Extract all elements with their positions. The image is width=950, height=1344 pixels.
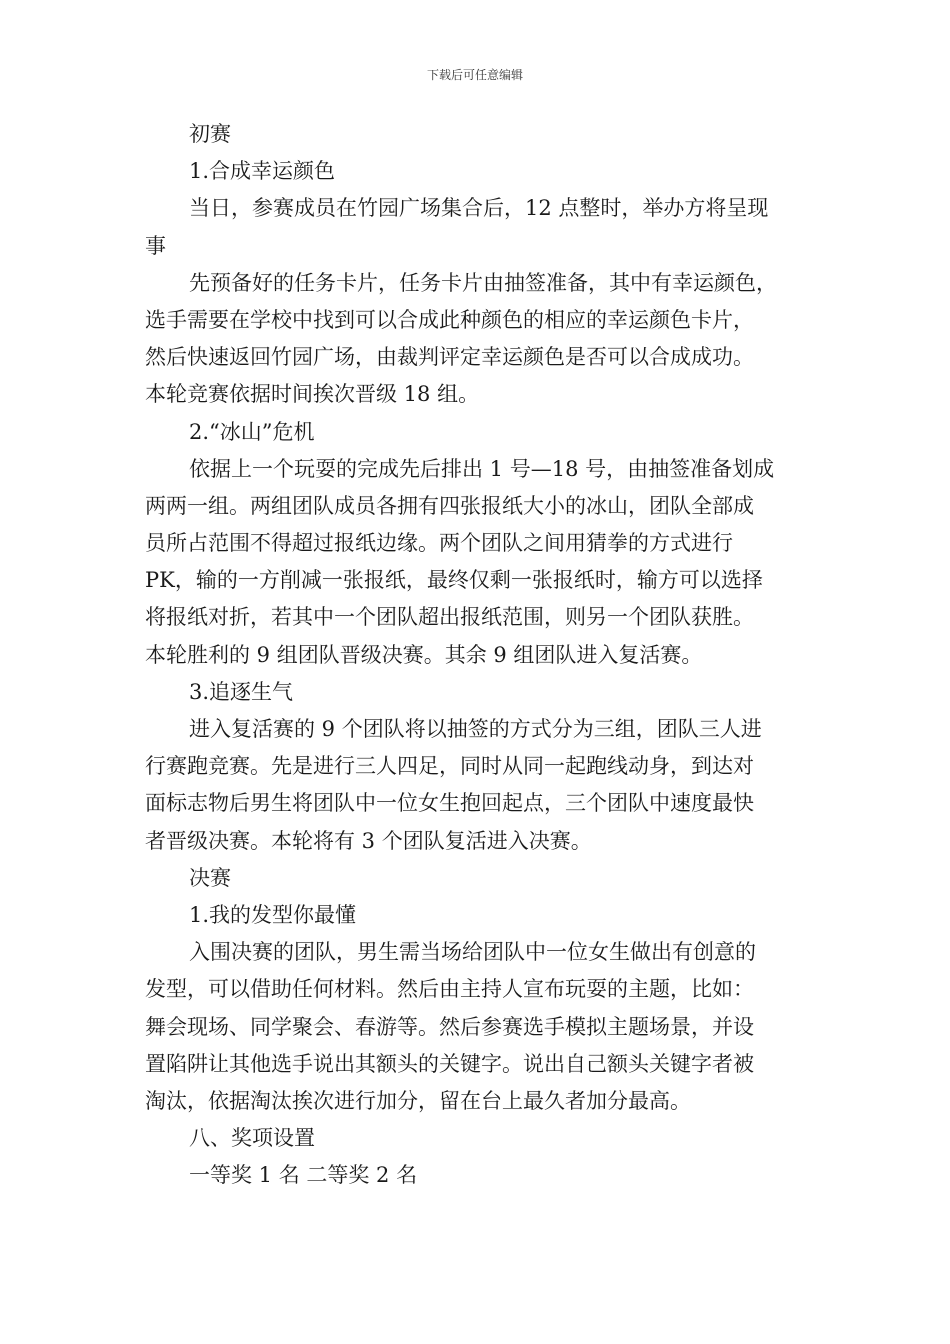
text-line: 1.合成幸运颜色 [189, 159, 336, 184]
text-line: 进入复活赛的 9 个团队将以抽签的方式分为三组，团队三人进 [189, 717, 762, 741]
text-line: 决赛 [189, 865, 231, 890]
text-line: 3.追逐生气 [189, 679, 294, 704]
text-line: 事 [145, 233, 166, 258]
text-line: 置陷阱让其他选手说出其额头的关键字。说出自己额头关键字者被 [145, 1051, 754, 1076]
text-line: 当日，参赛成员在竹园广场集合后，12 点整时，举办方将呈现 [189, 196, 769, 221]
text-line: 者晋级决赛。本轮将有 3 个团队复活进入决赛。 [145, 828, 592, 853]
document-body [145, 116, 815, 1194]
text-line: 一等奖 1 名 二等奖 2 名 [189, 1163, 418, 1188]
text-line: 入围决赛的团队，男生需当场给团队中一位女生做出有创意的 [189, 940, 756, 965]
page-header: 下载后可任意编辑 [426, 68, 523, 82]
text-line: 选手需要在学校中找到可以合成此种颜色的相应的幸运颜色卡片， [145, 307, 754, 332]
text-line: 行赛跑竞赛。先是进行三人四足，同时从同一起跑线动身，到达对 [145, 754, 754, 779]
text-line: 初赛 [189, 122, 231, 146]
text-line: 发型，可以借助任何材料。然后由主持人宣布玩耍的主题，比如： [145, 977, 754, 1002]
text-line: 然后快速返回竹园广场，由裁判评定幸运颜色是否可以合成成功。 [145, 345, 754, 370]
text-line: 面标志物后男生将团队中一位女生抱回起点，三个团队中速度最快 [145, 791, 754, 816]
text-line: 将报纸对折，若其中一个团队超出报纸范围，则另一个团队获胜。 [145, 605, 754, 630]
text-line: PK，输的一方削减一张报纸，最终仅剩一张报纸时，输方可以选择 [145, 568, 763, 593]
text-line: 两两一组。两组团队成员各拥有四张报纸大小的冰山，团队全部成 [145, 493, 754, 518]
text-line: 依据上一个玩耍的完成先后排出 1 号—18 号，由抽签准备划成 [189, 456, 775, 481]
text-line: 2.“冰山”危机 [189, 419, 315, 444]
text-line: 先预备好的任务卡片，任务卡片由抽签准备，其中有幸运颜色， [189, 270, 777, 295]
text-line: 本轮胜利的 9 组团队晋级决赛。其余 9 组团队进入复活赛。 [145, 642, 703, 667]
text-line: 八、奖项设置 [189, 1126, 315, 1151]
text-line: 1.我的发型你最懂 [189, 902, 357, 927]
text-line: 淘汰，依据淘汰挨次进行加分，留在台上最久者加分最高。 [145, 1088, 691, 1113]
text-line: 员所占范围不得超过报纸边缘。两个团队之间用猜拳的方式进行 [145, 531, 733, 556]
text-line: 本轮竞赛依据时间挨次晋级 18 组。 [145, 382, 480, 407]
text-line: 舞会现场、同学聚会、春游等。然后参赛选手模拟主题场景，并设 [145, 1014, 754, 1039]
